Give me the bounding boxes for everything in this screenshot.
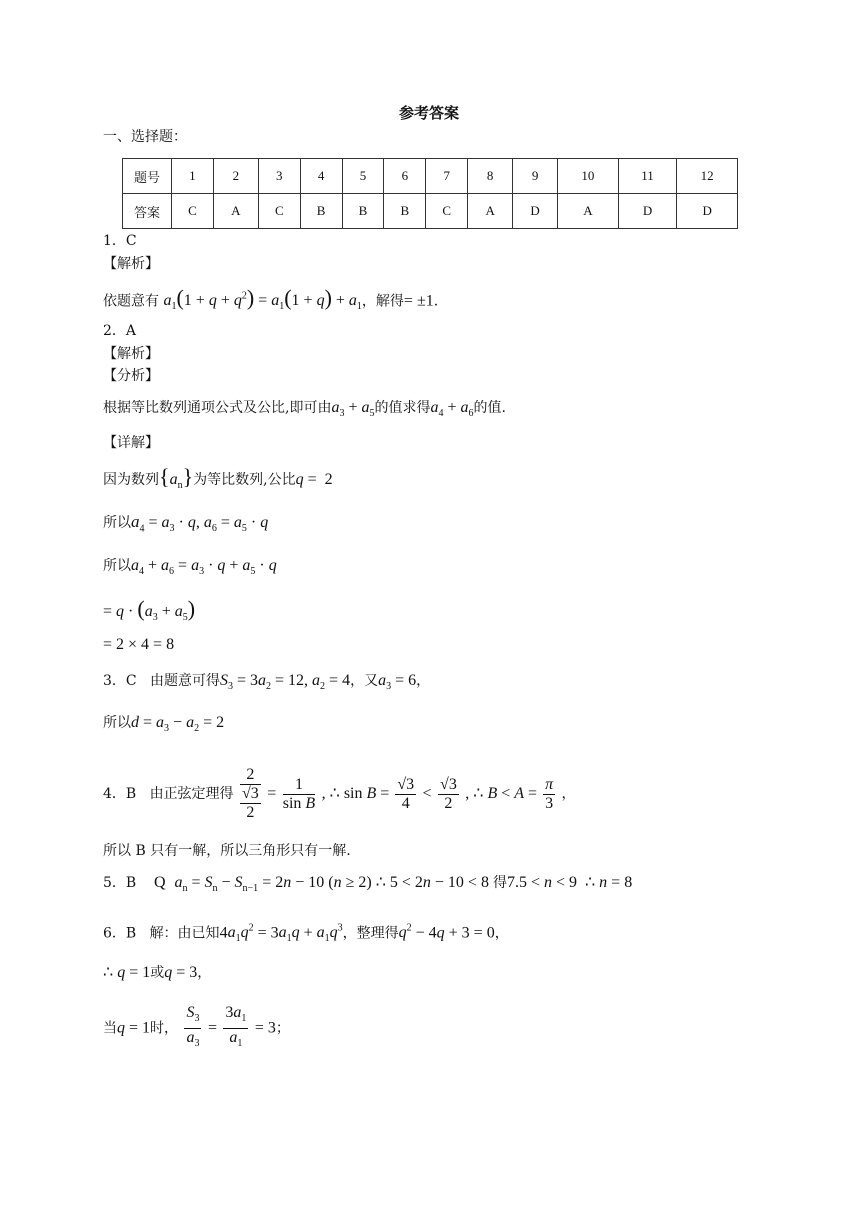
table-cell: 3 xyxy=(258,159,300,194)
text: ， xyxy=(561,786,576,802)
text: 当 xyxy=(103,1020,117,1037)
table-cell: C xyxy=(172,194,214,229)
q4-line1: 4．B 由正弦定理得 $\frac{2}{\frac{√3}{2}}$ = $\frac{1}{\text{sin B}}$ , ∴ sin B = $\frac{√3}{4}$ < $\frac{√3}{2}$ , ∴ B < A = $\frac{\pi}{3}$ ， xyxy=(103,766,576,821)
text: ，整理得 xyxy=(342,925,399,942)
table-header-cell: 答案 xyxy=(123,194,172,229)
q2-heading: 2．A xyxy=(103,323,137,339)
table-row-answers xyxy=(123,194,738,229)
text: 所以 xyxy=(103,515,131,531)
table-cell: C xyxy=(426,194,468,229)
q1-solution: 依题意有 $a_1(1 + q + q^2) = a_1(1 + q) + a_1$，解得= ±1. xyxy=(103,285,439,313)
table-cell: D xyxy=(513,194,558,229)
math-text: 2 xyxy=(324,471,333,488)
text: 的值求得 xyxy=(374,400,431,416)
text: ，又 xyxy=(350,673,379,689)
text: 依题意有 xyxy=(103,293,159,310)
text: 的值. xyxy=(473,400,506,416)
q2-line2: 所以$a_4 = a_3 \cdot q$, $a_6 = a_5 \cdot q$ xyxy=(103,512,269,535)
text: 由题意可得 xyxy=(149,673,220,689)
q2-line3: 所以$a_4 + a_6 = a_3 \cdot q + a_5 \cdot q$ xyxy=(103,557,277,578)
table-cell: 11 xyxy=(618,159,677,194)
table-cell: D xyxy=(677,194,738,229)
table-cell: D xyxy=(618,194,677,229)
text: . xyxy=(433,293,439,310)
q5-line: 5．B Q $a_n = S_n - S_{n-1} = 2n - 10$ (n ≥ 2) ∴ 5 < 2n − 10 < 8 得7.5 < n < 9 ∴ n = 8 xyxy=(103,874,633,895)
q2-xiangjie: 【详解】 xyxy=(103,435,159,451)
table-cell: 1 xyxy=(172,159,214,194)
q6-line2: ∴ q = 1或q = 3， xyxy=(103,964,212,981)
table-cell: 8 xyxy=(468,159,513,194)
q6-line1: 6．B 解：由已知$4a_1q^2 = 3a_1q + a_1q^3$，整理得$q^2 - 4q + 3 = 0$， xyxy=(103,923,509,945)
q2-line4: = $q \cdot (a_3 + a_5)$ xyxy=(103,596,196,624)
table-cell: 6 xyxy=(384,159,426,194)
q2-jiexi: 【解析】 xyxy=(103,346,159,362)
text: 根据等比数列通项公式及公比,即可由 xyxy=(103,400,332,416)
table-cell: 5 xyxy=(342,159,384,194)
q2-line5: = 2 × 4 = 8 xyxy=(103,636,175,653)
table-cell: B xyxy=(300,194,342,229)
table-cell: 10 xyxy=(558,159,619,194)
text: 所以 xyxy=(103,715,131,731)
q2-line1: 因为数列$\{a_n\}$为等比数列,公比q = 2 xyxy=(103,464,333,492)
table-cell: B xyxy=(342,194,384,229)
text: 或 xyxy=(150,965,165,981)
q4-conclusion: 所以 B 只有一解，所以三角形只有一解. xyxy=(103,843,351,859)
table-cell: 7 xyxy=(426,159,468,194)
q3-line1: 3．C 由题意可得$S_3 = 3a_2 = 12$, $a_2 = 4$，又$a_3 = 6$， xyxy=(103,672,431,693)
text: ，解得 xyxy=(361,293,404,310)
q3-line2: 所以$d = a_3 - a_2 = 2$ xyxy=(103,714,225,735)
table-cell: 2 xyxy=(213,159,258,194)
table-cell: 4 xyxy=(300,159,342,194)
table-cell: C xyxy=(258,194,300,229)
q1-jiexi: 【解析】 xyxy=(103,256,159,272)
table-cell: 12 xyxy=(677,159,738,194)
q2-analysis: 根据等比数列通项公式及公比,即可由$a_3 + a_5$的值求得$a_4 + a_6$的值. xyxy=(103,399,506,420)
q1-heading: 1．C xyxy=(103,233,137,249)
text: ， xyxy=(494,925,509,942)
math-text: Q xyxy=(154,874,166,891)
q5-heading: 5．B xyxy=(103,875,137,891)
text: 因为数列 xyxy=(103,472,159,488)
table-header-cell: 题号 xyxy=(123,159,172,194)
text: 由正弦定理得 xyxy=(149,786,234,802)
q6-heading: 6．B xyxy=(103,925,137,942)
answer-table xyxy=(122,158,738,229)
text: 为等比数列,公比 xyxy=(193,472,296,488)
q6-line3: 当q = 1时， $\frac{S_3}{a_3}$ = $\frac{3a_1}{a_1}$ = 3； xyxy=(103,1004,290,1050)
page-title: 参考答案 xyxy=(399,104,460,122)
text: 所以 xyxy=(103,558,131,574)
table-cell: 9 xyxy=(513,159,558,194)
text: ； xyxy=(275,1020,290,1037)
table-cell: A xyxy=(213,194,258,229)
table-cell: A xyxy=(468,194,513,229)
text: ， xyxy=(416,673,431,689)
q2-fenxi: 【分析】 xyxy=(103,368,159,384)
section-heading: 一、选择题： xyxy=(103,129,187,145)
text: 时， xyxy=(150,1020,179,1037)
text: 得 xyxy=(492,875,507,891)
table-cell: B xyxy=(384,194,426,229)
table-cell: A xyxy=(558,194,619,229)
text: 解：由已知 xyxy=(149,925,220,942)
table-row-numbers xyxy=(123,159,738,194)
q4-heading: 4．B xyxy=(103,786,137,802)
q3-heading: 3．C xyxy=(103,673,137,689)
math-text: = ±1 xyxy=(403,292,434,310)
